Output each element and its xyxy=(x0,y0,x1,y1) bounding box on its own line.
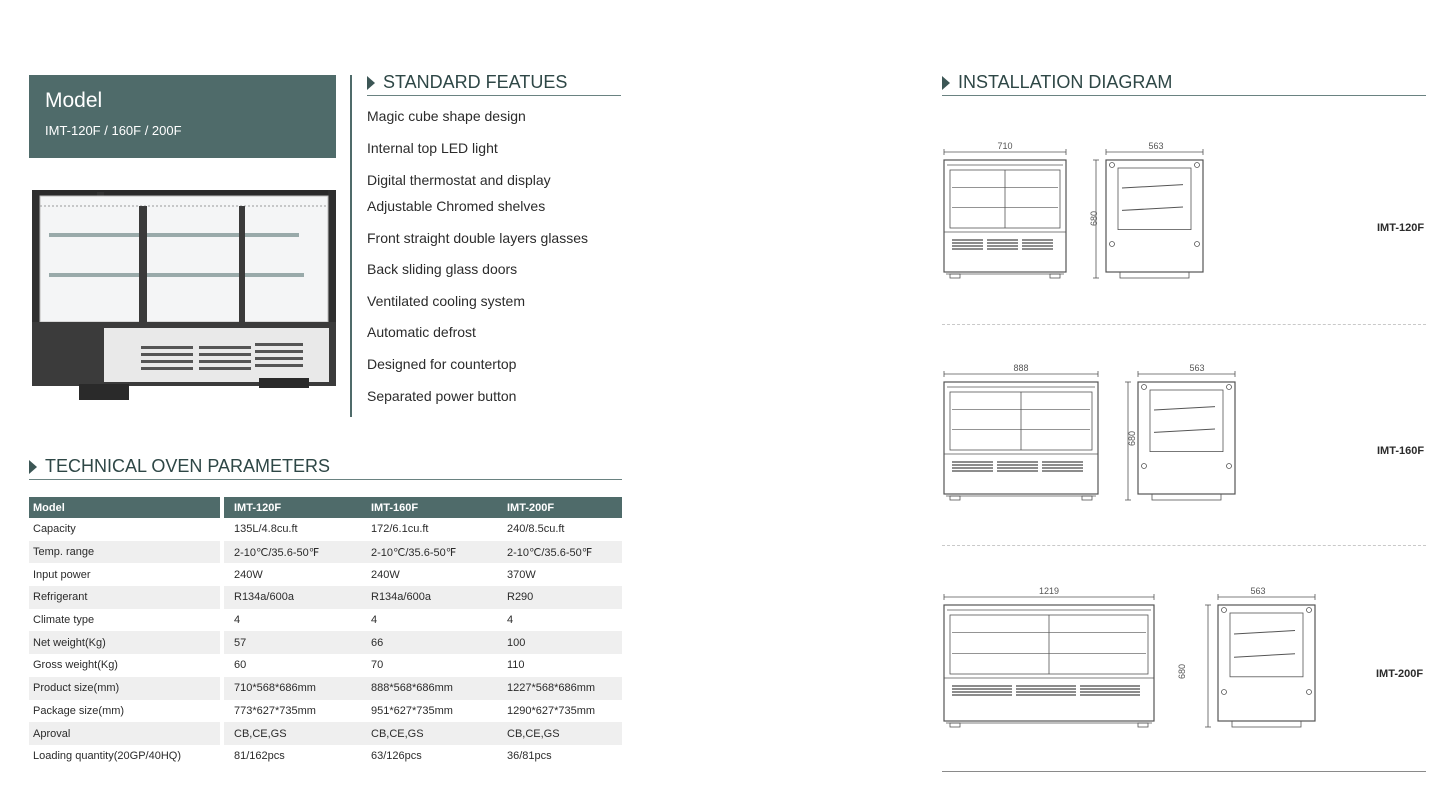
table-cell: 36/81pcs xyxy=(507,750,552,763)
table-cell: 240/8.5cu.ft xyxy=(507,523,565,536)
table-cell: 370W xyxy=(507,568,536,581)
table-cell: 951*627*735mm xyxy=(371,704,453,717)
table-header-cell: IMT-120F xyxy=(234,501,282,514)
height-dimension: 680 xyxy=(1177,663,1187,679)
feature-item: Digital thermostat and display xyxy=(367,172,551,188)
table-row xyxy=(29,722,622,745)
width-dimension: 1219 xyxy=(1038,586,1060,596)
table-cell: 2-10℃/35.6-50℉ xyxy=(507,546,593,559)
diagram-label: IMT-120F xyxy=(1377,222,1425,234)
table-cell: Input power xyxy=(33,568,91,581)
table-row xyxy=(29,700,622,723)
table-cell: 2-10℃/35.6-50℉ xyxy=(371,546,457,559)
table-cell: Product size(mm) xyxy=(33,682,120,695)
triangle-bullet-icon xyxy=(942,76,950,90)
table-cell: 773*627*735mm xyxy=(234,704,316,717)
table-cell: 66 xyxy=(371,636,384,649)
height-dimension: 680 xyxy=(1127,430,1137,446)
depth-dimension: 563 xyxy=(1189,363,1205,373)
model-list: IMT-120F / 160F / 200F xyxy=(45,123,182,138)
table-cell: 4 xyxy=(371,614,378,627)
diagram-imt-200f xyxy=(940,583,1320,738)
table-cell: 888*568*686mm xyxy=(371,682,453,695)
table-cell: CB,CE,GS xyxy=(371,727,424,740)
table-cell: R134a/600a xyxy=(371,591,431,604)
table-cell: 1227*568*686mm xyxy=(507,682,596,695)
table-cell: 70 xyxy=(371,659,384,672)
diagram-imt-160f xyxy=(940,360,1260,510)
front-view xyxy=(944,594,1154,727)
table-cell: 81/162pcs xyxy=(234,750,285,763)
width-dimension: 710 xyxy=(997,141,1013,151)
depth-dimension: 563 xyxy=(1250,586,1266,596)
triangle-bullet-icon xyxy=(29,460,37,474)
depth-dimension: 563 xyxy=(1148,141,1164,151)
feature-item: Ventilated cooling system xyxy=(367,293,525,309)
table-cell: 240W xyxy=(234,568,263,581)
table-cell: 63/126pcs xyxy=(371,750,422,763)
installation-header xyxy=(942,72,1426,96)
product-photo xyxy=(29,178,339,408)
feature-item: Back sliding glass doors xyxy=(367,261,518,277)
table-cell: 2-10℃/35.6-50℉ xyxy=(234,546,320,559)
table-cell: 110 xyxy=(507,659,525,672)
table-cell: Net weight(Kg) xyxy=(33,636,106,649)
model-box xyxy=(29,75,336,158)
params-header xyxy=(29,456,622,480)
installation-title: INSTALLATION DIAGRAM xyxy=(958,72,1173,92)
vertical-divider xyxy=(350,75,352,417)
features-title: STANDARD FEATUES xyxy=(383,72,568,92)
side-view xyxy=(1093,149,1203,278)
table-cell: 57 xyxy=(234,636,247,649)
table-row xyxy=(29,586,622,609)
table-cell: 1290*627*735mm xyxy=(507,704,596,717)
feature-item: Automatic defrost xyxy=(367,324,476,340)
params-table xyxy=(29,497,622,768)
table-row xyxy=(29,541,622,564)
table-cell: 172/6.1cu.ft xyxy=(371,523,429,536)
table-cell: Temp. range xyxy=(33,546,95,559)
table-cell: R134a/600a xyxy=(234,591,294,604)
front-view xyxy=(944,371,1098,500)
diagram-imt-120f xyxy=(940,138,1220,288)
table-cell: 100 xyxy=(507,636,526,649)
table-cell: 710*568*686mm xyxy=(234,682,316,695)
table-row xyxy=(29,563,622,586)
table-cell: Gross weight(Kg) xyxy=(33,659,118,672)
side-view xyxy=(1125,371,1235,500)
diagram-label: IMT-160F xyxy=(1377,445,1425,457)
diagram-label: IMT-200F xyxy=(1376,668,1424,680)
height-dimension: 680 xyxy=(1089,210,1099,226)
table-header-cell: Model xyxy=(33,501,65,514)
table-cell: 4 xyxy=(507,614,514,627)
table-cell: 135L/4.8cu.ft xyxy=(234,523,298,536)
model-title: Model xyxy=(45,89,103,112)
feature-item: Separated power button xyxy=(367,388,517,404)
bottom-rule xyxy=(942,771,1426,772)
feature-item: Adjustable Chromed shelves xyxy=(367,198,546,214)
feature-item: Front straight double layers glasses xyxy=(367,230,588,246)
table-row xyxy=(29,677,622,700)
table-cell: 60 xyxy=(234,659,247,672)
table-cell: CB,CE,GS xyxy=(234,727,287,740)
table-cell: R290 xyxy=(507,591,534,604)
table-cell: Loading quantity(20GP/40HQ) xyxy=(33,750,181,763)
table-header-cell: IMT-160F xyxy=(371,501,419,514)
table-cell: Aproval xyxy=(33,727,71,740)
table-row xyxy=(29,609,622,632)
table-cell: 4 xyxy=(234,614,241,627)
table-row xyxy=(29,654,622,677)
table-cell: Climate type xyxy=(33,614,95,627)
table-cell: Package size(mm) xyxy=(33,704,125,717)
diagram-separator xyxy=(942,324,1426,325)
feature-item: Internal top LED light xyxy=(367,140,498,156)
width-dimension: 888 xyxy=(1013,363,1029,373)
params-title: TECHNICAL OVEN PARAMETERS xyxy=(45,456,331,476)
table-cell: Refrigerant xyxy=(33,591,88,604)
side-view xyxy=(1205,594,1315,727)
triangle-bullet-icon xyxy=(367,76,375,90)
table-row xyxy=(29,631,622,654)
table-cell: 240W xyxy=(371,568,400,581)
table-cell: Capacity xyxy=(33,523,76,536)
table-header-row xyxy=(29,497,622,518)
table-row xyxy=(29,518,622,541)
table-cell: CB,CE,GS xyxy=(507,727,560,740)
table-row xyxy=(29,745,622,768)
diagram-separator xyxy=(942,545,1426,546)
table-header-cell: IMT-200F xyxy=(507,501,555,514)
front-view xyxy=(944,149,1066,278)
feature-item: Magic cube shape design xyxy=(367,108,526,124)
features-header xyxy=(367,72,621,96)
feature-item: Designed for countertop xyxy=(367,356,517,372)
